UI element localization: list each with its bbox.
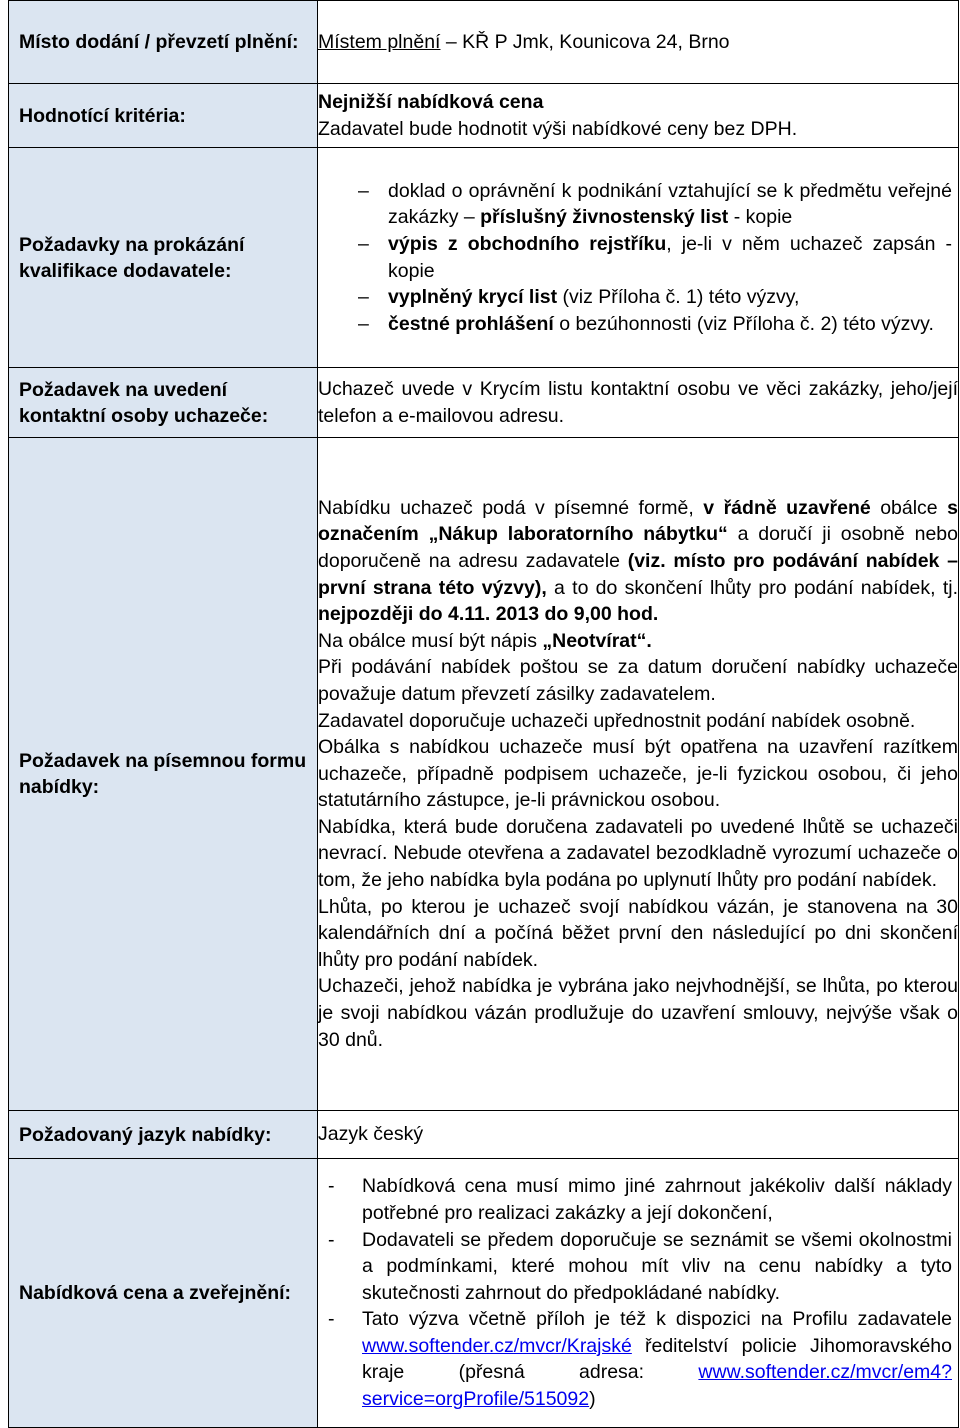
criteria-heading: Nejnižší nabídková cena	[318, 90, 544, 113]
criteria-text: Zadavatel bude hodnotit výši nabídkové ceny bez DPH.	[318, 117, 798, 140]
profile-link-krajske[interactable]: www.softender.cz/mvcr/Krajské	[362, 1334, 632, 1357]
item-text: Nabídková cena musí mimo jiné zahrnout jakékoliv další náklady potřebné pro realizaci zakázky a její dokončení,	[362, 1175, 952, 1224]
value-qualification	[318, 148, 959, 368]
item-bold: čestné prohlášení	[388, 312, 554, 335]
item-text: - kopie	[728, 206, 793, 229]
dash-marker: –	[358, 312, 369, 335]
written-paragraph-8: Uchazeči, jehož nabídka je vybrána jako nejvhodnější, se lhůta, po kterou je svoji nabídkou vázán prodlužuje do uzavření smlouvy, nejvýše však o 30 dnů.	[318, 975, 958, 1051]
item-text: doklad o oprávnění k podnikání vztahující se k předmětu veřejné zakázky –	[388, 179, 952, 229]
item-text: Tato výzva včetně příloh je též k dispozici na Profilu zadavatele	[362, 1308, 952, 1331]
place-rest: – KŘ P Jmk, Kounicova 24, Brno	[440, 30, 730, 53]
row-qualification	[9, 148, 959, 368]
label-contact-person: Požadavek na uvedení kontaktní osoby uchazeče:	[9, 368, 318, 438]
written-paragraph-3: Při podávání nabídek poštou se za datum doručení nabídky uchazeče považuje datum převzetí zásilky zadavatelem.	[318, 656, 958, 705]
written-paragraph-6: Nabídka, která bude doručena zadavateli po uvedené lhůtě se uchazeči nevrací. Nebude otevřena a zadavatel bezodkladně vyrozumí uchazeče o tom, že jeho nabídka byla podána po uplynutí lhůty pro podání nabídek.	[318, 815, 958, 892]
list-item	[328, 1173, 952, 1226]
qualification-list	[318, 178, 958, 338]
hyphen-marker: -	[328, 1228, 335, 1251]
written-paragraph-4: Zadavatel doporučuje uchazeči upřednostnit podání nabídek osobně.	[318, 709, 916, 732]
item-bold: výpis z obchodního rejstříku	[388, 232, 667, 255]
price-list	[318, 1173, 958, 1412]
dash-marker: –	[358, 232, 369, 255]
profile-link-orgprofile[interactable]: www.softender.cz/mvcr/em4?service=orgProfile/515092	[362, 1361, 952, 1411]
item-text: (viz Příloha č. 1) této výzvy,	[557, 286, 800, 309]
list-item	[328, 1227, 952, 1307]
list-item	[358, 311, 952, 338]
label-evaluation-criteria: Hodnotící kritéria:	[9, 84, 318, 148]
list-item	[358, 231, 952, 284]
label-price-publication: Nabídková cena a zveřejnění:	[9, 1159, 318, 1428]
row-written-form	[9, 438, 959, 1111]
list-item	[358, 284, 952, 311]
item-bold: příslušný živnostenský list	[480, 206, 729, 229]
dash-marker: –	[358, 179, 369, 202]
item-text: ředitelství policie Jihomoravského kraje (přesná adresa:	[362, 1334, 952, 1384]
label-written-form: Požadavek na písemnou formu nabídky:	[9, 438, 318, 1111]
item-text: o bezúhonnosti (viz Příloha č. 2) této výzvy.	[553, 312, 934, 335]
row-price-publication	[9, 1159, 959, 1428]
value-place-of-delivery	[318, 1, 959, 84]
row-contact-person	[9, 368, 959, 438]
row-place-of-delivery	[9, 1, 959, 84]
tender-conditions-table	[8, 0, 959, 1428]
row-language	[9, 1111, 959, 1159]
hyphen-marker: -	[328, 1308, 335, 1331]
hyphen-marker: -	[328, 1175, 335, 1198]
label-place-of-delivery: Místo dodání / převzetí plnění:	[9, 1, 318, 84]
value-evaluation-criteria	[318, 84, 959, 148]
item-text: )	[589, 1388, 596, 1411]
item-bold: vyplněný krycí list	[388, 286, 558, 309]
value-price-publication	[318, 1159, 959, 1428]
written-paragraph-5: Obálka s nabídkou uchazeče musí být opatřena na uzavření razítkem uchazeče, případně podpisem uchazeče, je-li fyzickou osobou, či jeho statutárního zástupce, je-li právnickou osobou.	[318, 736, 958, 812]
value-written-form	[318, 438, 959, 1111]
list-item	[358, 178, 952, 231]
item-text: Dodavateli se předem doporučuje se seznámit se všemi okolnostmi a podmínkami, které mohou mít vliv na cenu nabídky a tyto skutečnosti zahrnout do předpokládané nabídky.	[362, 1228, 952, 1304]
label-qualification: Požadavky na prokázání kvalifikace dodavatele:	[9, 148, 318, 368]
written-paragraph-2: Na obálce musí být nápis „Neotvírat“.	[318, 629, 652, 652]
value-language: Jazyk český	[318, 1111, 959, 1159]
list-item	[328, 1306, 952, 1412]
place-prefix: Místem plnění	[318, 30, 441, 53]
item-text: , je-li v něm uchazeč zapsán - kopie	[388, 232, 952, 282]
written-paragraph-1: Nabídku uchazeč podá v písemné formě, v řádně uzavřené obálce s označením „Nákup laboratorního nábytku“ a doručí ji osobně nebo doporučeně na adresu zadavatele (viz. místo pro podávání nabídek – první strana této výzvy), a to do skončení lhůty pro podání nabídek, tj. nejpozději do 4.11. 2013 do 9,00 hod.	[318, 496, 958, 626]
written-paragraph-7: Lhůta, po kterou je uchazeč svojí nabídkou vázán, je stanovena na 30 kalendářních dní a počíná běžet první den následující po dni skončení lhůty pro podání nabídek.	[318, 895, 958, 971]
row-evaluation-criteria	[9, 84, 959, 148]
dash-marker: –	[358, 286, 369, 309]
value-contact-person: Uchazeč uvede v Krycím listu kontaktní osobu ve věci zakázky, jeho/její telefon a e-mailovou adresu.	[318, 368, 959, 438]
label-language: Požadovaný jazyk nabídky:	[9, 1111, 318, 1159]
